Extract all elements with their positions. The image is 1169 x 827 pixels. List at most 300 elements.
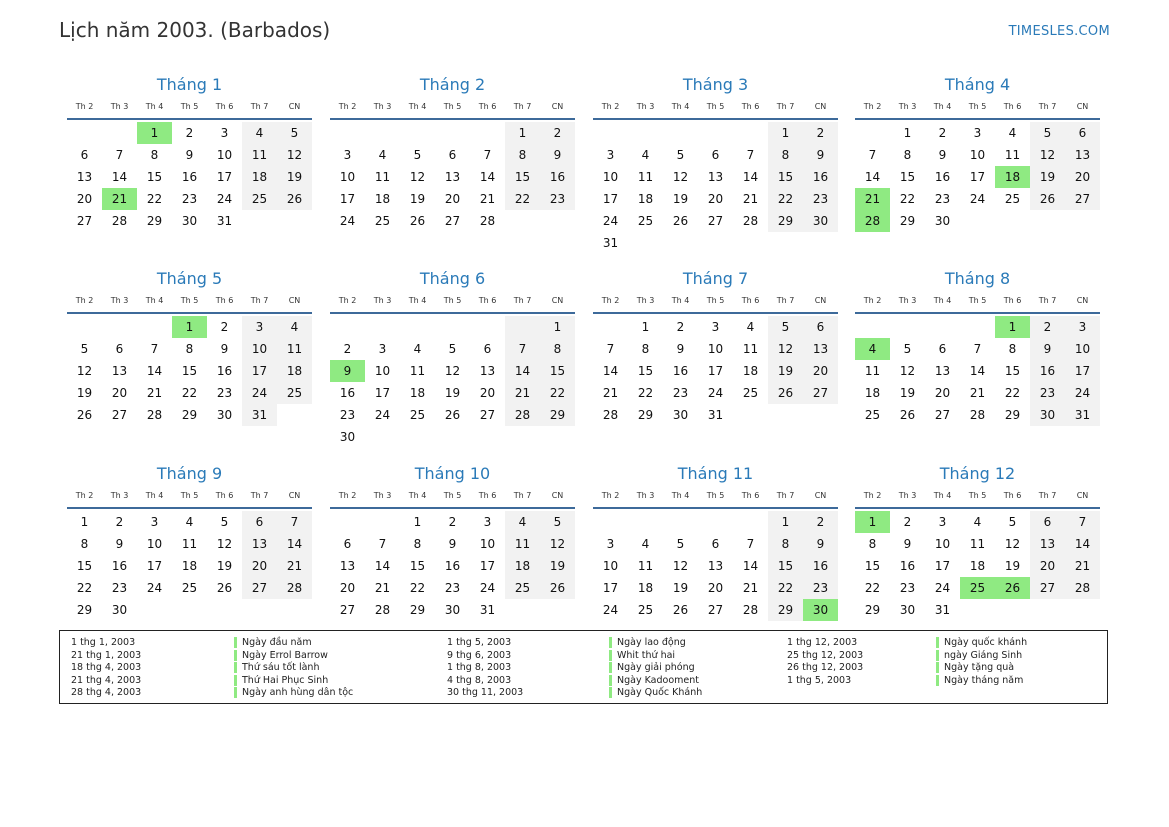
legend-holiday-name: Ngày Kadooment [609,675,699,686]
day-cell: 27 [934,408,951,422]
day-cell: 8 [185,342,194,356]
weekday-label: CN [551,491,564,500]
empty-day-cell [505,316,540,338]
empty-day-cell [733,404,768,426]
day-cell: 28 [969,408,986,422]
day-cell: 7 [746,148,755,162]
legend-holiday-name: ngày Giáng Sinh [936,650,1022,661]
day-cell: 22 [76,581,93,595]
day-cell: 1 [768,122,803,144]
day-cell: 13 [479,364,496,378]
day-cell: 10 [479,537,496,551]
legend-name-row [609,675,702,688]
day-cell: 7 [973,342,982,356]
month-calendar [593,268,838,426]
day-cell: 27 [479,408,496,422]
legend-date: 1 thg 8, 2003 [447,662,512,673]
empty-day-cell [698,122,733,144]
weekday-label: Th 3 [373,491,392,500]
empty-day-cell [365,426,400,448]
day-cell: 8 [768,144,803,166]
legend-name-row [936,650,1027,663]
day-cell: 13 [707,559,724,573]
legend-name-row [609,662,702,675]
day-cell: 31 [1065,404,1100,426]
day-cell: 17 [707,364,724,378]
legend-name-row [234,637,353,650]
day-cell: 6 [448,148,457,162]
empty-day-cell [242,210,277,232]
weekday-label: Th 5 [443,491,462,500]
weekday-label: Th 5 [706,491,725,500]
day-cell: 20 [1065,166,1100,188]
empty-day-cell [67,316,102,338]
weekday-header [330,489,575,509]
empty-day-cell [628,232,663,254]
holiday-day-cell: 1 [172,316,207,338]
day-cell: 8 [505,144,540,166]
empty-day-cell [400,426,435,448]
day-cell: 13 [1065,144,1100,166]
empty-day-cell [330,511,365,533]
empty-day-cell [663,511,698,533]
day-cell: 6 [1065,122,1100,144]
day-cell: 12 [1030,144,1065,166]
day-cell: 14 [374,559,391,573]
day-cell: 5 [540,511,575,533]
day-cell: 21 [742,581,759,595]
day-cell: 11 [181,537,198,551]
day-cell: 24 [242,382,277,404]
day-cell: 13 [242,533,277,555]
day-cell: 15 [864,559,881,573]
legend-holiday-name: Ngày lao động [609,637,686,648]
legend-date: 9 thg 6, 2003 [447,649,512,661]
day-cell: 25 [242,188,277,210]
day-cell: 16 [803,555,838,577]
legend-date-column [71,637,141,700]
weekday-label: Th 5 [443,102,462,111]
day-cell: 13 [76,170,93,184]
day-cell: 17 [479,559,496,573]
day-cell: 6 [711,148,720,162]
holiday-day-cell: 1 [137,122,172,144]
day-cell: 23 [803,577,838,599]
day-cell: 9 [1030,338,1065,360]
month-title: Tháng 1 [156,75,223,94]
day-cell: 12 [540,533,575,555]
day-cell: 24 [374,408,391,422]
day-cell: 29 [768,210,803,232]
day-cell: 23 [934,192,951,206]
legend-date-column [787,637,863,687]
day-cell: 24 [146,581,163,595]
empty-day-cell [330,316,365,338]
legend-date: 21 thg 1, 2003 [71,649,142,661]
day-cell: 27 [444,214,461,228]
day-cell: 4 [505,511,540,533]
day-cell: 27 [242,577,277,599]
weekday-label: Th 5 [180,102,199,111]
empty-day-cell [890,316,925,338]
day-cell: 2 [115,515,124,529]
empty-day-cell [172,599,207,621]
day-cell: 14 [505,360,540,382]
day-cell: 4 [185,515,194,529]
day-cell: 18 [181,559,198,573]
weekday-label: Th 6 [478,296,497,305]
weekday-header [67,489,312,509]
weekday-label: Th 7 [250,491,269,500]
day-cell: 21 [1065,555,1100,577]
days-grid [593,511,838,621]
day-cell: 7 [1065,511,1100,533]
day-cell: 26 [899,408,916,422]
day-cell: 2 [1030,316,1065,338]
day-cell: 24 [339,214,356,228]
day-cell: 29 [637,408,654,422]
day-cell: 8 [903,148,912,162]
empty-day-cell [960,210,995,232]
weekday-label: Th 2 [75,491,94,500]
empty-day-cell [207,599,242,621]
month-calendar [67,463,312,621]
day-cell: 9 [903,537,912,551]
day-cell: 12 [1004,537,1021,551]
empty-day-cell [593,122,628,144]
weekday-label: Th 7 [1038,102,1057,111]
day-cell: 4 [413,342,422,356]
empty-day-cell [803,232,838,254]
month-calendar [855,74,1100,232]
day-cell: 4 [746,320,755,334]
day-cell: 15 [76,559,93,573]
day-cell: 27 [707,603,724,617]
day-cell: 14 [1065,533,1100,555]
day-cell: 4 [641,148,650,162]
day-cell: 25 [1004,192,1021,206]
day-cell: 8 [1008,342,1017,356]
day-cell: 25 [277,382,312,404]
day-cell: 25 [505,577,540,599]
day-cell: 1 [540,316,575,338]
day-cell: 8 [768,533,803,555]
day-cell: 5 [80,342,89,356]
day-cell: 27 [111,408,128,422]
day-cell: 27 [76,214,93,228]
days-grid [593,316,838,426]
weekday-header [593,100,838,120]
day-cell: 17 [216,170,233,184]
weekday-label: CN [1076,102,1089,111]
month-title: Tháng 7 [682,269,749,288]
empty-day-cell [137,316,172,338]
day-cell: 12 [672,170,689,184]
day-cell: 19 [277,166,312,188]
holiday-day-cell: 18 [995,166,1030,188]
day-cell: 14 [479,170,496,184]
day-cell: 27 [707,214,724,228]
day-cell: 2 [448,515,457,529]
day-cell: 14 [864,170,881,184]
day-cell: 27 [339,603,356,617]
month-title: Tháng 12 [939,464,1016,483]
page-title: Lịch năm 2003. (Barbados) [59,18,331,42]
day-cell: 10 [934,537,951,551]
day-cell: 21 [505,382,540,404]
empty-day-cell [470,316,505,338]
day-cell: 16 [1030,360,1065,382]
legend-holiday-name: Ngày tặng quà [936,662,1014,673]
weekday-header [330,100,575,120]
weekday-header [593,489,838,509]
day-cell: 12 [899,364,916,378]
day-cell: 11 [374,170,391,184]
day-cell: 31 [707,408,724,422]
day-cell: 21 [479,192,496,206]
day-cell: 24 [602,603,619,617]
empty-day-cell [995,210,1030,232]
day-cell: 15 [181,364,198,378]
day-cell: 22 [181,386,198,400]
day-cell: 8 [413,537,422,551]
day-cell: 3 [483,515,492,529]
empty-day-cell [277,210,312,232]
weekday-label: Th 2 [75,102,94,111]
day-cell: 31 [479,603,496,617]
weekday-label: Th 7 [1038,296,1057,305]
legend-holiday-name: Ngày Quốc Khánh [609,687,702,698]
month-title: Tháng 11 [677,464,754,483]
empty-day-cell [855,316,890,338]
day-cell: 30 [216,408,233,422]
day-cell: 14 [277,533,312,555]
weekday-label: Th 7 [776,102,795,111]
day-cell: 10 [374,364,391,378]
legend-holiday-name: Thứ Hai Phục Sinh [234,675,328,686]
legend-name-row [936,662,1027,675]
month-title: Tháng 4 [944,75,1011,94]
days-grid [593,122,838,254]
weekday-label: Th 2 [75,296,94,305]
weekday-label: Th 3 [898,296,917,305]
day-cell: 3 [606,537,615,551]
day-cell: 20 [803,360,838,382]
legend-holiday-name: Ngày giải phóng [609,662,695,673]
day-cell: 24 [707,386,724,400]
day-cell: 29 [899,214,916,228]
day-cell: 18 [242,166,277,188]
day-cell: 2 [938,126,947,140]
day-cell: 23 [111,581,128,595]
empty-day-cell [1065,210,1100,232]
weekday-label: Th 2 [863,102,882,111]
day-cell: 1 [903,126,912,140]
day-cell: 6 [1030,511,1065,533]
day-cell: 12 [768,338,803,360]
weekday-label: Th 2 [863,296,882,305]
weekday-label: Th 6 [215,296,234,305]
holiday-day-cell: 1 [855,511,890,533]
day-cell: 25 [181,581,198,595]
holiday-day-cell: 30 [803,599,838,621]
weekday-label: Th 7 [776,491,795,500]
weekday-label: Th 4 [933,296,952,305]
weekday-header [855,294,1100,314]
day-cell: 28 [479,214,496,228]
day-cell: 12 [672,559,689,573]
day-cell: 1 [413,515,422,529]
day-cell: 3 [242,316,277,338]
empty-day-cell [137,599,172,621]
day-cell: 31 [242,404,277,426]
day-cell: 30 [111,603,128,617]
legend-name-row [936,637,1027,650]
weekday-header [67,294,312,314]
day-cell: 30 [1030,404,1065,426]
weekday-label: Th 2 [338,102,357,111]
day-cell: 17 [934,559,951,573]
day-cell: 16 [339,386,356,400]
day-cell: 7 [150,342,159,356]
legend-date: 4 thg 8, 2003 [447,674,512,686]
day-cell: 5 [220,515,229,529]
weekday-label: Th 6 [741,102,760,111]
day-cell: 11 [969,537,986,551]
legend-date: 25 thg 12, 2003 [787,649,864,661]
day-cell: 10 [216,148,233,162]
day-cell: 4 [1008,126,1017,140]
day-cell: 7 [115,148,124,162]
day-cell: 22 [146,192,163,206]
day-cell: 25 [637,603,654,617]
day-cell: 2 [185,126,194,140]
day-cell: 21 [742,192,759,206]
legend-name-column [936,637,1027,687]
weekday-header [330,294,575,314]
day-cell: 20 [1030,555,1065,577]
day-cell: 13 [707,170,724,184]
day-cell: 29 [409,603,426,617]
legend-name-row [234,662,353,675]
day-cell: 21 [602,386,619,400]
day-cell: 3 [1065,316,1100,338]
day-cell: 8 [80,537,89,551]
empty-day-cell [102,122,137,144]
empty-day-cell [628,122,663,144]
day-cell: 2 [903,515,912,529]
day-cell: 1 [80,515,89,529]
days-grid [330,511,575,621]
month-calendar [855,463,1100,621]
day-cell: 19 [216,559,233,573]
day-cell: 3 [973,126,982,140]
weekday-label: Th 5 [968,296,987,305]
day-cell: 23 [339,408,356,422]
empty-day-cell [628,511,663,533]
day-cell: 28 [742,214,759,228]
weekday-label: Th 5 [706,102,725,111]
day-cell: 14 [742,559,759,573]
day-cell: 14 [969,364,986,378]
day-cell: 11 [637,170,654,184]
day-cell: 17 [374,386,391,400]
day-cell: 6 [803,316,838,338]
day-cell: 30 [181,214,198,228]
day-cell: 5 [277,122,312,144]
day-cell: 3 [378,342,387,356]
day-cell: 11 [505,533,540,555]
day-cell: 3 [150,515,159,529]
legend-date: 1 thg 1, 2003 [71,637,136,648]
empty-day-cell [505,210,540,232]
weekday-label: Th 6 [1003,102,1022,111]
day-cell: 15 [768,166,803,188]
day-cell: 11 [277,338,312,360]
day-cell: 28 [742,603,759,617]
weekday-label: Th 4 [408,296,427,305]
day-cell: 19 [1030,166,1065,188]
legend-holiday-name: Ngày Errol Barrow [234,650,328,661]
days-grid [855,316,1100,426]
empty-day-cell [102,316,137,338]
month-calendar [593,463,838,621]
day-cell: 30 [672,408,689,422]
weekday-label: Th 7 [513,296,532,305]
legend-date: 1 thg 5, 2003 [447,637,512,648]
empty-day-cell [698,232,733,254]
day-cell: 18 [969,559,986,573]
weekday-label: Th 2 [338,296,357,305]
day-cell: 11 [1004,148,1021,162]
weekday-label: Th 3 [110,102,129,111]
weekday-label: Th 7 [513,102,532,111]
weekday-label: Th 3 [636,491,655,500]
empty-day-cell [733,511,768,533]
day-cell: 26 [216,581,233,595]
site-link[interactable]: TIMESLES.COM [1008,24,1110,39]
day-cell: 17 [969,170,986,184]
day-cell: 30 [934,214,951,228]
day-cell: 29 [76,603,93,617]
legend-holiday-name: Ngày tháng năm [936,675,1023,686]
day-cell: 28 [1065,577,1100,599]
day-cell: 24 [969,192,986,206]
day-cell: 4 [641,537,650,551]
day-cell: 30 [444,603,461,617]
days-grid [855,511,1100,621]
day-cell: 10 [602,170,619,184]
month-calendar [67,268,312,426]
day-cell: 29 [768,599,803,621]
day-cell: 29 [1004,408,1021,422]
empty-day-cell [400,316,435,338]
weekday-label: Th 3 [636,102,655,111]
weekday-label: Th 5 [180,296,199,305]
days-grid [67,122,312,232]
days-grid [855,122,1100,232]
weekday-label: Th 4 [408,102,427,111]
day-cell: 21 [969,386,986,400]
day-cell: 11 [242,144,277,166]
month-calendar [330,463,575,621]
day-cell: 18 [374,192,391,206]
day-cell: 29 [146,214,163,228]
holiday-day-cell: 9 [330,360,365,382]
day-cell: 2 [540,122,575,144]
day-cell: 24 [1065,382,1100,404]
month-calendar [67,74,312,232]
